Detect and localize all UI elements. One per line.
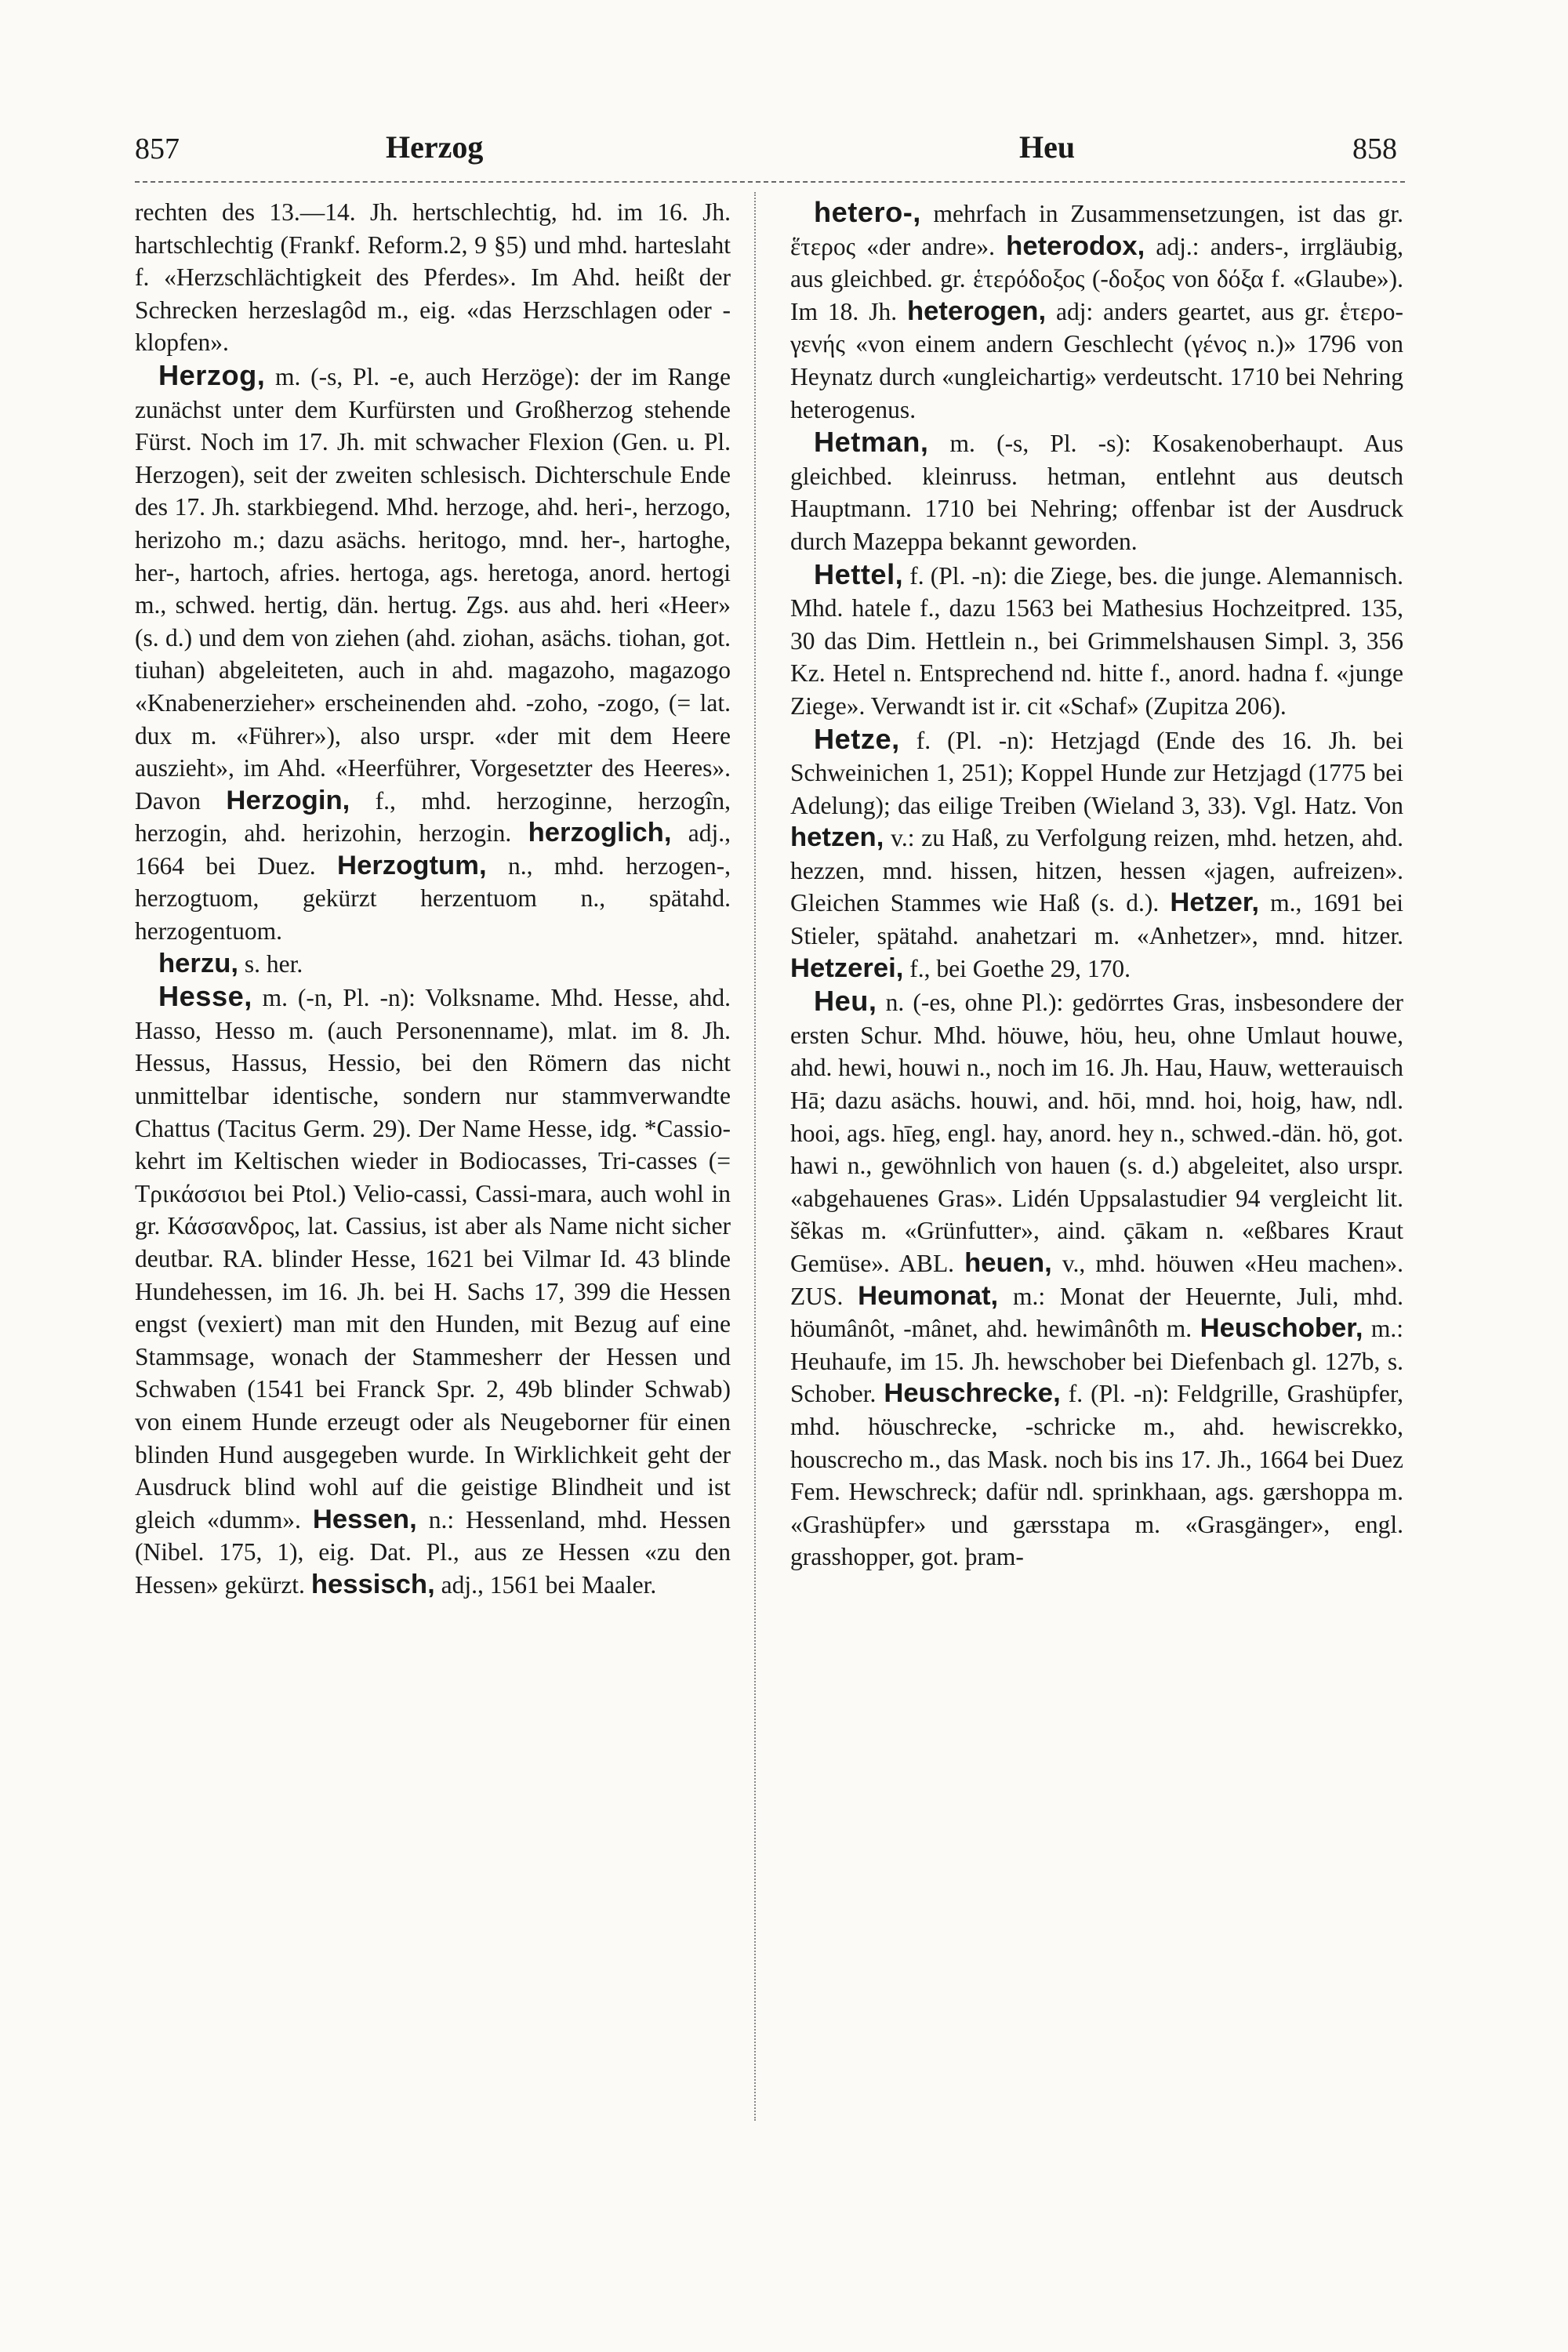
entry-herzog bbox=[135, 359, 731, 948]
lemma-hettel: Hettel, bbox=[814, 557, 904, 590]
lemma-herzog: Herzog, bbox=[158, 358, 266, 391]
column-divider bbox=[754, 192, 756, 2121]
entry-text: m. (-s, Pl. -s): Kosakenoberhaupt. Aus gleichbed. kleinruss. hetman, entlehnt aus deutsch Hauptmann. 1710 bei Nehring; offenbar ist der Ausdruck durch Mazeppa bekannt geworden. bbox=[790, 430, 1403, 555]
entry-hetero bbox=[790, 196, 1403, 426]
entry-herzu bbox=[135, 948, 731, 981]
lemma-hetero: hetero-, bbox=[814, 196, 921, 228]
lemma-hetzen: hetzen, bbox=[790, 822, 884, 853]
lemma-heuschrecke: Heuschrecke, bbox=[884, 1378, 1061, 1409]
left-running-head: Herzog bbox=[386, 129, 484, 165]
entry-text: m. (-s, Pl. -e, auch Herzöge): der im Range zunächst unter dem Kurfürsten und Großherzog stehende Fürst. Noch im 17. Jh. mit schwacher Flexion (Gen. u. Pl. Herzogen), seit der zweiten schlesisch. Dichterschule Ende des 17. Jh. starkbiegend. Mhd. herzoge, ahd. heri-, herzogo, herizoho m.; dazu asächs. heritogo, mnd. her-, hartoghe, her-, hartoch, afries. hertoga, ags. heretoga, anord. hertogi m., schwed. hertig, dän. hertug. Zgs. aus ahd. heri «Heer» (s. d.) und dem von ziehen (ahd. ziohan, asächs. tiohan, got. tiuhan) abgeleiteten, auch in ahd. magazoho, magazogo «Knabenerzieher» erscheinenden ahd. -zoho, -zogo, (= lat. dux m. «Führer»), also urspr. «der mit dem Heere auszieht», im Ahd. «Heerführer, Vorgesetzter des Heeres». Davon bbox=[135, 362, 731, 815]
lemma-hetzer: Hetzer, bbox=[1170, 887, 1259, 918]
entry-text: s. her. bbox=[238, 949, 303, 978]
entry-text: v., mhd. höuwen «Heu machen». ZUS. bbox=[790, 1250, 1403, 1310]
lemma-hetman: Hetman, bbox=[814, 426, 929, 459]
entry-text: adj: anders geartet, aus gr. ἑτερο-γενής «von einem andern Geschlecht (γένος n.)» 1796 von Heynatz durch «ungleichartig» verdeutscht. 1710 bei Nehring heterogenus. bbox=[790, 297, 1404, 423]
lemma-hesse: Hesse, bbox=[158, 980, 252, 1013]
entry-hetman bbox=[790, 426, 1403, 557]
entry-text: v.: zu Haß, zu Verfolgung reizen, mhd. hetzen, ahd. hezzen, mnd. hissen, hitzen, hessen «jagen, aufreizen». Gleichen Stammes wie Haß (s. d.). bbox=[790, 824, 1403, 917]
lemma-heumonat: Heumonat, bbox=[858, 1280, 999, 1311]
right-page-number: 858 bbox=[1352, 132, 1397, 165]
right-column bbox=[790, 196, 1403, 1573]
left-page-number: 857 bbox=[135, 132, 180, 165]
lemma-heterodox: heterodox, bbox=[1006, 230, 1145, 261]
lemma-hessen: Hessen, bbox=[312, 1504, 417, 1534]
entry-text: adj.: anders-, irrgläubig, aus gleichbed. gr. ἑτερόδοξος (-δοξος von δόξα f. «Glaube»). Im 18. Jh. bbox=[790, 232, 1403, 325]
lemma-heuschober: Heuschober, bbox=[1200, 1313, 1363, 1344]
entry-text: m. (-n, Pl. -n): Volksname. Mhd. Hesse, ahd. Hasso, Hesso m. (auch Personenname), mlat. im 8. Jh. Hessus, Hassus, Hessio, bei den Römern das nicht unmittelbar identische, sondern nur stammverwandte Chattus (Tacitus Germ. 29). Der Name Hesse, idg. *Cassio- kehrt im Keltischen wieder in Bodiocasses, Tri-casses (= Τρικάσσιοι bei Ptol.) Velio-cassi, Cassi-mara, auch wohl in gr. Κάσσανδρος, lat. Cassius, ist aber als Name nicht sicher deutbar. RA. blinder Hesse, 1621 bei Vilmar Id. 43 blinde Hundehessen, im 16. Jh. bei H. Sachs 17, 399 die Hessen engst (vexiert) man mit den Hunden, mit Bezug auf eine Stammsage, wonach der Stammesherr der Hessen und Schwaben (1541 bei Franck Spr. 2, 49b blinder Schwab) von einem Hunde erzeugt oder als Neugeborner für einen blinden Hund ausgegeben wurde. In Wirklichkeit geht der Ausdruck blind wohl auf die geistige Blindheit und ist gleich «dumm». bbox=[135, 984, 731, 1534]
entry-text: f. (Pl. -n): die Ziege, bes. die junge. Alemannisch. Mhd. hatele f., dazu 1563 bei Mathesius Hochzeitpred. 135, 30 das Dim. Hettlein n., bei Grimmelshausen Simpl. 3, 356 Kz. Hetel n. Entsprechend nd. hitte f., anord. hadna f. «junge Ziege». Verwandt ist ir. cit «Schaf» (Zupitza 206). bbox=[790, 561, 1403, 720]
left-column bbox=[135, 196, 731, 1602]
entry-hesse bbox=[135, 980, 731, 1601]
lemma-hetzerei: Hetzerei, bbox=[790, 953, 904, 983]
entry-hettel bbox=[790, 558, 1403, 723]
entry-text: n.: Hessenland, mhd. Hessen (Nibel. 175, 1), eig. Dat. Pl., aus ze Hessen «zu den Hessen» gekürzt. bbox=[135, 1505, 731, 1599]
lemma-herzoglich: herzoglich, bbox=[528, 818, 672, 848]
entry-text: m.: Heuhaufe, im 15. Jh. hewschober bei Diefenbach gl. 127b, s. Schober. bbox=[790, 1315, 1403, 1408]
header-rule bbox=[135, 181, 1405, 183]
lemma-heu: Heu, bbox=[814, 985, 877, 1018]
entry-text: n. (-es, ohne Pl.): gedörrtes Gras, insbesondere der ersten Schur. Mhd. höuwe, höu, heu, ohne Umlaut houwe, ahd. hewi, houwi n., noch im 16. Jh. Hau, Hauw, wetterauisch Hā; dazu asächs. houwi, and. hōi, mnd. hoi, hoig, haw, ndl. hooi, ags. hīeg, engl. hay, anord. hey n., schwed.-dän. hö, got. hawi n., gewöhnlich von hauen (s. d.) abgeleitet, also urspr. «abgehauenes Gras». Lidén Uppsalastudier 94 vergleicht lit. šẽkas m. «Grünfutter», aind. çākam n. «eßbares Kraut Gemüse». ABL. bbox=[790, 989, 1403, 1277]
lemma-hessisch: hessisch, bbox=[310, 1569, 435, 1599]
entry-hetze bbox=[790, 723, 1403, 985]
lemma-heterogen: heterogen, bbox=[907, 296, 1047, 326]
entry-text: f., mhd. herzoginne, herzogîn, herzogin, ahd. herizohin, herzogin. bbox=[135, 786, 731, 848]
running-header bbox=[135, 124, 1405, 179]
entry-text: mehrfach in Zusammensetzungen, ist das gr. ἕτερος «der andre». bbox=[790, 200, 1403, 260]
lemma-hetze: Hetze, bbox=[814, 722, 900, 755]
entry-continuation bbox=[135, 196, 731, 359]
entry-text: f. (Pl. -n): Feldgrille, Grashüpfer, mhd. höuschrecke, -schricke m., ahd. hewiscrekko, houscrecho m., das Mask. noch bis ins 17. Jh., 1664 bei Duez Fem. Hewschreck; dafür ndl. sprinkhaan, ags. gærshoppa m. «Grashüpfer» und gærsstapa m. «Grasgänger», engl. grasshopper, got. þram- bbox=[790, 1380, 1403, 1571]
entry-text: m., 1691 bei Stieler, spätahd. anahetzari m. «Anhetzer», mnd. hitzer. bbox=[790, 889, 1403, 950]
entry-text: f., bei Goethe 29, 170. bbox=[903, 954, 1131, 982]
entry-text: n., mhd. herzogen-, herzogtuom, gekürzt herzentuom n., spätahd. herzogentuom. bbox=[135, 851, 731, 946]
entry-text: adj., 1561 bei Maaler. bbox=[434, 1570, 657, 1599]
entry-text: f. (Pl. -n): Hetzjagd (Ende des 16. Jh. bei Schweinichen 1, 251); Koppel Hunde zur Hetzjagd (1775 bei Adelung); das eilige Treiben (Wieland 3, 33). Vgl. Hatz. Von bbox=[790, 726, 1403, 819]
entry-text: adj., 1664 bei Duez. bbox=[135, 819, 731, 880]
entry-heu bbox=[790, 985, 1403, 1573]
lemma-herzogin: Herzogin, bbox=[226, 785, 350, 815]
right-running-head: Heu bbox=[1019, 129, 1076, 165]
lemma-herzogtum: Herzogtum, bbox=[337, 850, 487, 880]
entry-text: rechten des 13.—14. Jh. hertschlechtig, hd. im 16. Jh. hartschlechtig (Frankf. Reform.2, 9 §5) und mhd. harteslaht f. «Herzschlächtigkeit des Pferdes». Im Ahd. heißt der Schrecken herzeslagôd m., eig. «das Herzschlagen oder -klopfen». bbox=[135, 198, 731, 357]
lemma-heuen: heuen, bbox=[964, 1248, 1052, 1278]
lemma-herzu: herzu, bbox=[158, 948, 239, 978]
entry-text: m.: Monat der Heuernte, Juli, mhd. höumânôt, -mânet, ahd. hewimânôth m. bbox=[790, 1282, 1403, 1343]
